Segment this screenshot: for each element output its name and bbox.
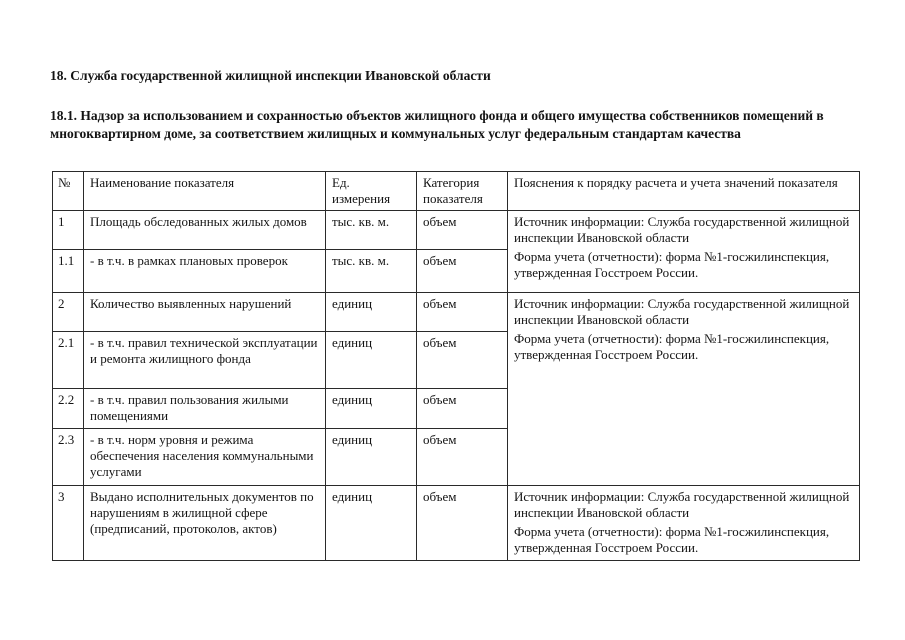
row-notes	[508, 293, 860, 486]
notes-form: Форма учета (отчетности): форма №1-госжилинспекция, утвержденная Госстроем России.	[514, 249, 830, 280]
row-unit: единиц	[326, 429, 417, 486]
row-category: объем	[417, 429, 508, 486]
notes-source: Источник информации: Служба государственной жилищной инспекции Ивановской области	[514, 489, 850, 520]
header-num: №	[53, 172, 84, 211]
row-notes	[508, 211, 860, 293]
table-row	[53, 211, 860, 250]
row-name: - в т.ч. норм уровня и режима обеспечения населения коммунальными услугами	[84, 429, 326, 486]
row-name: - в т.ч. в рамках плановых проверок	[84, 250, 326, 293]
row-num: 3	[53, 486, 84, 561]
row-category: объем	[417, 293, 508, 332]
notes-form: Форма учета (отчетности): форма №1-госжилинспекция, утвержденная Госстроем России.	[514, 331, 830, 362]
header-name: Наименование показателя	[84, 172, 326, 211]
table-row	[53, 486, 860, 561]
row-unit: единиц	[326, 332, 417, 389]
row-name: Количество выявленных нарушений	[84, 293, 326, 332]
section-title: 18. Служба государственной жилищной инспекции Ивановской области	[50, 68, 491, 83]
indicators-table	[52, 171, 860, 561]
header-notes: Пояснения к порядку расчета и учета значений показателя	[508, 172, 860, 211]
row-name: Выдано исполнительных документов по нарушениям в жилищной сфере (предписаний, протоколов, актов)	[84, 486, 326, 561]
header-unit: Ед. измерения	[326, 172, 417, 211]
row-unit: единиц	[326, 486, 417, 561]
row-num: 2.1	[53, 332, 84, 389]
row-name: - в т.ч. правил технической эксплуатации и ремонта жилищного фонда	[84, 332, 326, 389]
table-row	[53, 293, 860, 332]
row-category: объем	[417, 389, 508, 429]
row-category: объем	[417, 332, 508, 389]
row-name: - в т.ч. правил пользования жилыми помещениями	[84, 389, 326, 429]
row-name: Площадь обследованных жилых домов	[84, 211, 326, 250]
row-unit: тыс. кв. м.	[326, 211, 417, 250]
row-num: 2.3	[53, 429, 84, 486]
notes-form: Форма учета (отчетности): форма №1-госжилинспекция, утвержденная Госстроем России.	[514, 524, 830, 555]
row-num: 1.1	[53, 250, 84, 293]
row-category: объем	[417, 250, 508, 293]
row-category: объем	[417, 211, 508, 250]
row-num: 1	[53, 211, 84, 250]
row-num: 2.2	[53, 389, 84, 429]
notes-source: Источник информации: Служба государственной жилищной инспекции Ивановской области	[514, 214, 850, 245]
row-notes	[508, 486, 860, 561]
notes-source: Источник информации: Служба государственной жилищной инспекции Ивановской области	[514, 296, 850, 327]
row-category: объем	[417, 486, 508, 561]
subsection-title: 18.1. Надзор за использованием и сохранностью объектов жилищного фонда и общего имущества собственников помещений в многоквартирном доме, за соответствием жилищных и коммунальных услуг федеральным стандартам качества	[50, 108, 824, 141]
row-unit: тыс. кв. м.	[326, 250, 417, 293]
row-num: 2	[53, 293, 84, 332]
header-category: Категория показателя	[417, 172, 508, 211]
row-unit: единиц	[326, 293, 417, 332]
row-unit: единиц	[326, 389, 417, 429]
table-header-row	[53, 172, 860, 211]
